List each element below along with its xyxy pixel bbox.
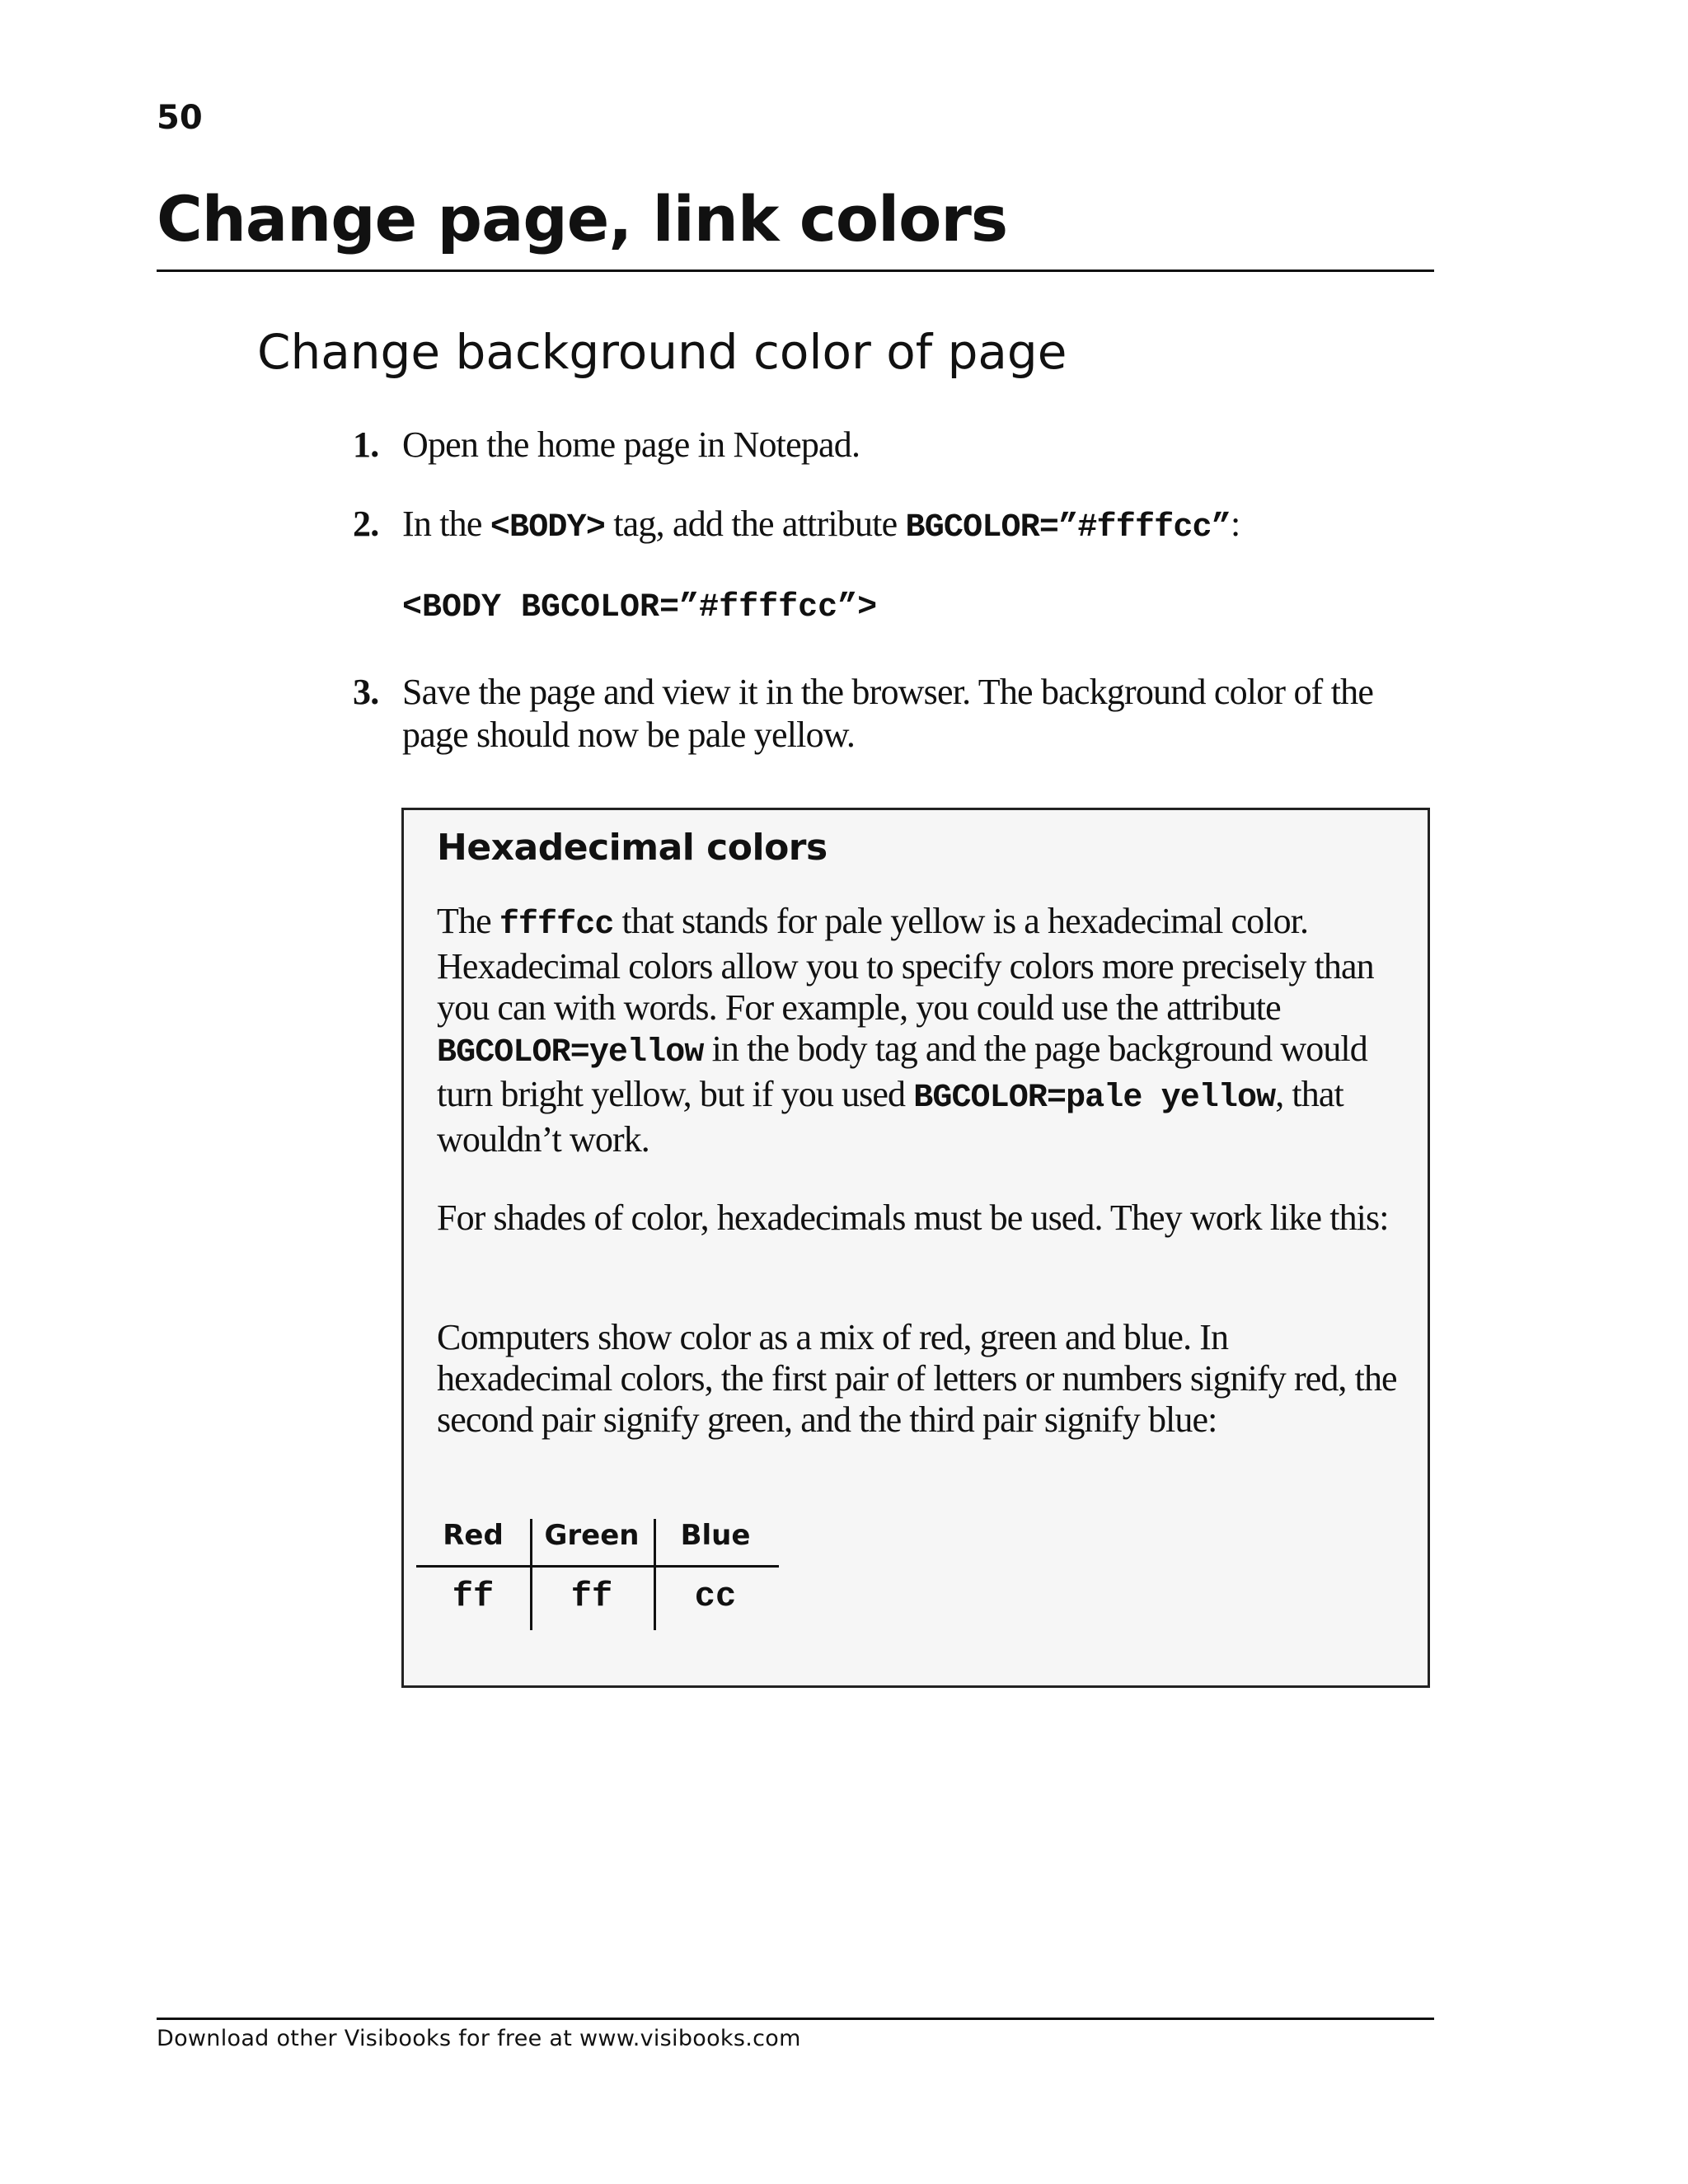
code-example: <BODY BGCOLOR=”#ffffcc”> bbox=[402, 589, 878, 626]
title-rule bbox=[157, 269, 1434, 272]
table-rule bbox=[416, 1565, 779, 1568]
step-text-part: tag, add the attribute bbox=[605, 504, 906, 544]
footer-rule bbox=[157, 2018, 1434, 2020]
step-text bbox=[402, 503, 1424, 550]
paragraph-text: that stands for pale yellow is a hexadecimal color. Hexadecimal colors allow you to specify colors more precisely than you can with words. For example, you could use the attribute bbox=[437, 901, 1374, 1028]
step-text: Open the home page in Notepad. bbox=[402, 424, 860, 465]
step-text: Save the page and view it in the browser. The background color of the page should now be pale yellow. bbox=[402, 672, 1374, 755]
inline-code: <BODY> bbox=[490, 509, 606, 546]
inline-code: BGCOLOR=yellow bbox=[437, 1034, 704, 1071]
hexadecimal-sidebar bbox=[401, 808, 1430, 1688]
rgb-table bbox=[416, 1519, 779, 1630]
inline-code: BGCOLOR=”#ffffcc” bbox=[905, 509, 1231, 546]
step-2 bbox=[353, 503, 1240, 546]
table-header-red: Red bbox=[443, 1519, 504, 1552]
step-3 bbox=[353, 671, 1374, 755]
step-number: 2. bbox=[353, 504, 379, 544]
sidebar-paragraph: For shades of color, hexadecimals must be used. They work like this: bbox=[437, 1197, 1389, 1238]
sidebar-paragraph bbox=[437, 901, 1409, 1160]
step-number: 1. bbox=[353, 424, 379, 465]
chapter-title: Change page, link colors bbox=[157, 182, 1008, 255]
inline-code: BGCOLOR=pale yellow bbox=[913, 1080, 1276, 1117]
sidebar-title: Hexadecimal colors bbox=[437, 827, 828, 869]
table-cell-red: ff bbox=[452, 1577, 495, 1616]
paragraph-text: The bbox=[437, 901, 499, 941]
step-number: 3. bbox=[353, 672, 379, 712]
inline-code: ffffcc bbox=[499, 907, 614, 944]
section-heading: Change background color of page bbox=[257, 324, 1067, 380]
step-1 bbox=[353, 424, 860, 466]
table-cell-green: ff bbox=[570, 1577, 613, 1616]
paragraph-text: , that wouldn’t work. bbox=[437, 1074, 1343, 1160]
step-text-part: In the bbox=[402, 504, 490, 544]
table-cell-blue: cc bbox=[694, 1577, 737, 1616]
sidebar-paragraph: Computers show color as a mix of red, green and blue. In hexadecimal colors, the first pair of letters or numbers signify red, the second pair signify green, and the third pair signify blue: bbox=[437, 1317, 1397, 1440]
paragraph-text: in the body tag and the page background would turn bright yellow, but if you used bbox=[437, 1029, 1367, 1114]
page-number: 50 bbox=[157, 99, 203, 137]
footer-text: Download other Visibooks for free at www.visibooks.com bbox=[157, 2026, 801, 2051]
table-header-green: Green bbox=[544, 1519, 640, 1552]
table-header-blue: Blue bbox=[680, 1519, 751, 1552]
step-text-part: : bbox=[1230, 504, 1240, 544]
